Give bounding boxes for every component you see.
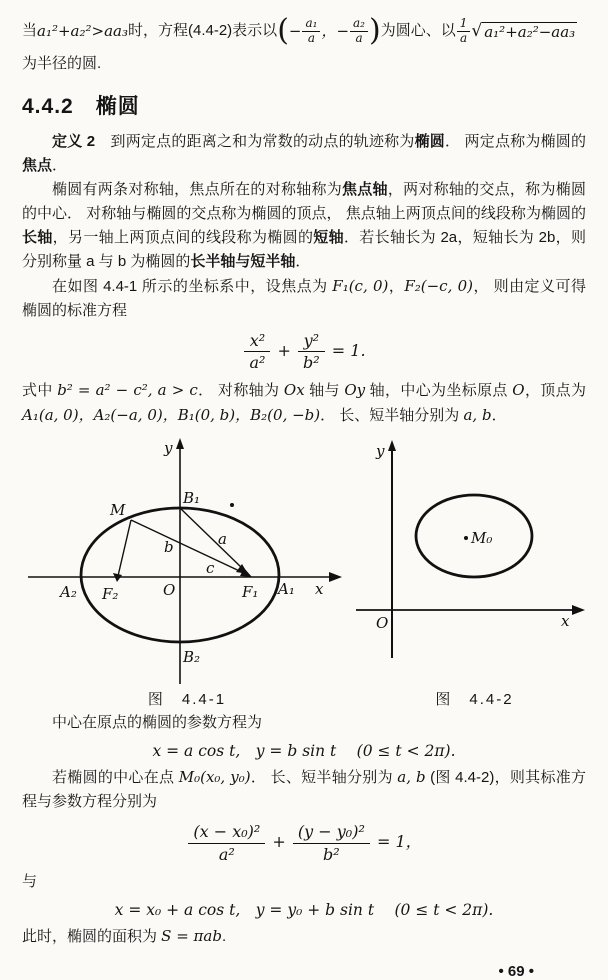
- text-run: 到两定点的距离之和为常数的动点的轨迹称为: [95, 133, 415, 150]
- fraction-numerator: (x − x₀)²: [188, 822, 265, 843]
- math-ab: a, b: [397, 768, 426, 787]
- equation-parametric-origin: x = a cos t, y = b sin t (0 ≤ t < 2π).: [152, 742, 456, 761]
- text-run: 在如图 4.4-1 所示的坐标系中，设焦点为: [52, 278, 333, 295]
- plus-sign: +: [277, 341, 291, 361]
- text-run: ，两对称轴的交点，称为椭圆的中心． 对称轴与椭圆的交点称为椭圆的顶点， 焦点轴上两顶点间的线段称为椭圆的: [22, 181, 586, 222]
- fig1-label-y: y: [164, 439, 173, 458]
- text-run: 此时，椭圆的面积为: [22, 927, 162, 945]
- fig1-label-A2: A₂: [60, 583, 77, 602]
- bold-term-minor-axis: 短轴: [313, 229, 344, 246]
- math-O: O: [512, 381, 525, 400]
- figure-4-4-2: [352, 434, 597, 709]
- paragraph-circle-radius: [22, 13, 586, 48]
- paragraph-foci-setup: [22, 274, 586, 323]
- fraction-numerator: y²: [298, 331, 325, 352]
- minus-sign: −: [288, 22, 302, 40]
- text-run: ． 长、短半轴分别为: [320, 407, 464, 425]
- fraction-xx0-a2: [188, 822, 265, 863]
- fraction-denominator: a²: [249, 353, 266, 373]
- paragraph-area: [22, 924, 586, 949]
- text-run: 当: [22, 22, 38, 39]
- fig2-label-y: y: [376, 442, 385, 461]
- math-b2-relation: b² = a² − c², a > c: [57, 381, 198, 400]
- y-axis-arrow-icon: [388, 440, 396, 451]
- bold-term-ellipse: 椭圆: [414, 133, 445, 150]
- paragraph-circle-radius-line2: 为半径的圆.: [22, 55, 102, 72]
- math-run: a₁²+a₂²>aa₃: [37, 22, 128, 40]
- fig1-label-B1: B₁: [183, 489, 201, 508]
- fraction-numerator: 1: [457, 17, 471, 32]
- fraction-x2-a2: [244, 331, 270, 372]
- fig1-label-O: O: [163, 581, 176, 600]
- paragraph-axes-properties: [22, 178, 586, 274]
- left-paren: (: [277, 13, 289, 48]
- fraction-denominator: a: [459, 30, 468, 45]
- bold-term-semi-axes: 长半轴与短半轴: [190, 253, 296, 270]
- fig2-label-x: x: [561, 612, 570, 631]
- fraction-denominator: b²: [303, 353, 320, 373]
- text-run: .: [221, 927, 227, 945]
- math-area: S = πab: [161, 926, 222, 945]
- fraction-y2-b2: [298, 331, 325, 372]
- text-run: ，: [388, 278, 405, 295]
- text-run: 式中: [22, 382, 58, 400]
- separator: ，−: [321, 22, 350, 40]
- figure-4-4-2-svg: [352, 434, 597, 686]
- math-Ox: Ox: [283, 381, 305, 400]
- text-run: ．: [52, 157, 68, 174]
- page-number: • 69 •: [498, 962, 534, 980]
- text-run: ． 对称轴为: [197, 382, 284, 400]
- paragraph-definition-2: [22, 130, 586, 178]
- x-axis-arrow-icon: [572, 605, 585, 615]
- fig1-label-B2: B₂: [183, 648, 201, 667]
- center-point-dot: [464, 536, 468, 540]
- bold-term-focal-axis: 焦点轴: [342, 181, 388, 198]
- paragraph-shifted-center: [22, 765, 586, 814]
- text-run: 椭圆有两条对称轴，焦点所在的对称轴称为: [52, 181, 343, 198]
- segment-M-F2: [118, 520, 131, 576]
- print-artifact-dot: [230, 503, 234, 507]
- math-F1: F₁(c, 0): [332, 277, 389, 295]
- radicand: a₁²+a₂²−aa₃: [484, 22, 576, 41]
- math-Oy: Oy: [344, 381, 366, 400]
- right-paren: ): [369, 13, 381, 48]
- fraction-denominator: a²: [218, 844, 235, 864]
- figure-4-4-1-caption: 图 4.4-1: [147, 691, 227, 709]
- equation-rhs: = 1.: [331, 341, 366, 361]
- fraction-a1-over-a: [302, 17, 320, 46]
- figure-4-4-2-caption: 图 4.4-2: [435, 691, 514, 709]
- fraction-1-over-a: [457, 17, 471, 46]
- plus-sign: +: [272, 832, 286, 852]
- text-run: 为圆心、以: [380, 22, 456, 39]
- text-run: 若椭圆的中心在点: [52, 769, 179, 787]
- text-run: ，顶点为: [524, 382, 586, 400]
- fig2-label-O: O: [376, 614, 389, 633]
- fig1-label-F1: F₁: [242, 583, 259, 602]
- fraction-denominator: b²: [323, 844, 340, 864]
- math-F2: F₂(−c, 0): [404, 277, 473, 295]
- fraction-denominator: a: [307, 30, 316, 45]
- fig2-label-M0: M₀: [471, 529, 493, 548]
- x-axis-arrow-icon: [329, 572, 342, 582]
- fig1-label-a: a: [218, 530, 227, 549]
- equation-standard-form: [22, 331, 586, 372]
- fig1-label-F2: F₂: [102, 585, 119, 604]
- text-run: ， 则由定义可得椭圆的标准方程: [22, 278, 586, 319]
- text-run: ． 两定点称为椭圆的: [444, 133, 586, 150]
- text-run: 轴与: [304, 382, 345, 400]
- fraction-numerator: a₂: [350, 17, 368, 32]
- paragraph-and: 与: [22, 872, 38, 890]
- fraction-numerator: a₁: [302, 17, 320, 32]
- text-run: 轴，中心为坐标原点: [365, 382, 513, 400]
- fraction-numerator: (y − y₀)²: [293, 822, 370, 843]
- definition-label: 定义 2: [52, 133, 96, 150]
- text-run: ．若长轴长为 2a，短轴长为 2b，则分别称量 a 与 b 为椭圆的: [22, 229, 586, 270]
- figures-row: [22, 434, 586, 709]
- text-run: ，另一轴上两顶点间的线段称为椭圆的: [52, 229, 314, 246]
- text-run: ．: [295, 253, 311, 270]
- fig1-label-M: M: [110, 501, 126, 520]
- equation-rhs: = 1，: [376, 832, 422, 852]
- sqrt-icon: √: [471, 20, 483, 41]
- fraction-numerator: x²: [244, 331, 270, 352]
- fig1-label-b: b: [164, 538, 174, 557]
- fraction-a2-over-a: [350, 17, 368, 46]
- text-run: 时，方程(4.4-2)表示以: [128, 22, 278, 39]
- arrowhead-B1-F1: [236, 564, 248, 574]
- y-axis-arrow-icon: [176, 438, 184, 449]
- section-heading: 4.4.2 椭圆: [22, 95, 140, 118]
- text-run: ． 长、短半轴分别为: [250, 769, 398, 787]
- text-run: ．: [491, 407, 507, 425]
- text-run: (图 4.4-2)，则其标准方程与参数方程分别为: [22, 769, 587, 811]
- segment-M-F1: [131, 520, 248, 578]
- math-vertices: A₁(a, 0)，A₂(−a, 0)，B₁(0, b)，B₂(0, −b): [22, 406, 321, 425]
- equation-parametric-shifted: x = x₀ + a cos t, y = y₀ + b sin t (0 ≤ t < 2π).: [114, 900, 494, 919]
- figure-4-4-1: [22, 434, 352, 709]
- paragraph-parametric-intro: 中心在原点的椭圆的参数方程为: [52, 714, 263, 732]
- fig1-label-A1: A₁: [278, 580, 295, 599]
- bold-term-focus: 焦点: [22, 157, 53, 174]
- bold-term-major-axis: 长轴: [22, 229, 53, 246]
- fraction-yy0-b2: [293, 822, 370, 863]
- fraction-denominator: a: [355, 30, 363, 45]
- figure-4-4-1-svg: [22, 434, 352, 686]
- fig1-label-c: c: [206, 559, 215, 578]
- equation-shifted-standard-form: [22, 822, 586, 863]
- math-ab: a, b: [463, 406, 492, 425]
- math-M0: M₀(x₀, y₀): [178, 768, 251, 787]
- paragraph-vertices: [22, 378, 586, 428]
- fig1-label-x: x: [315, 580, 324, 599]
